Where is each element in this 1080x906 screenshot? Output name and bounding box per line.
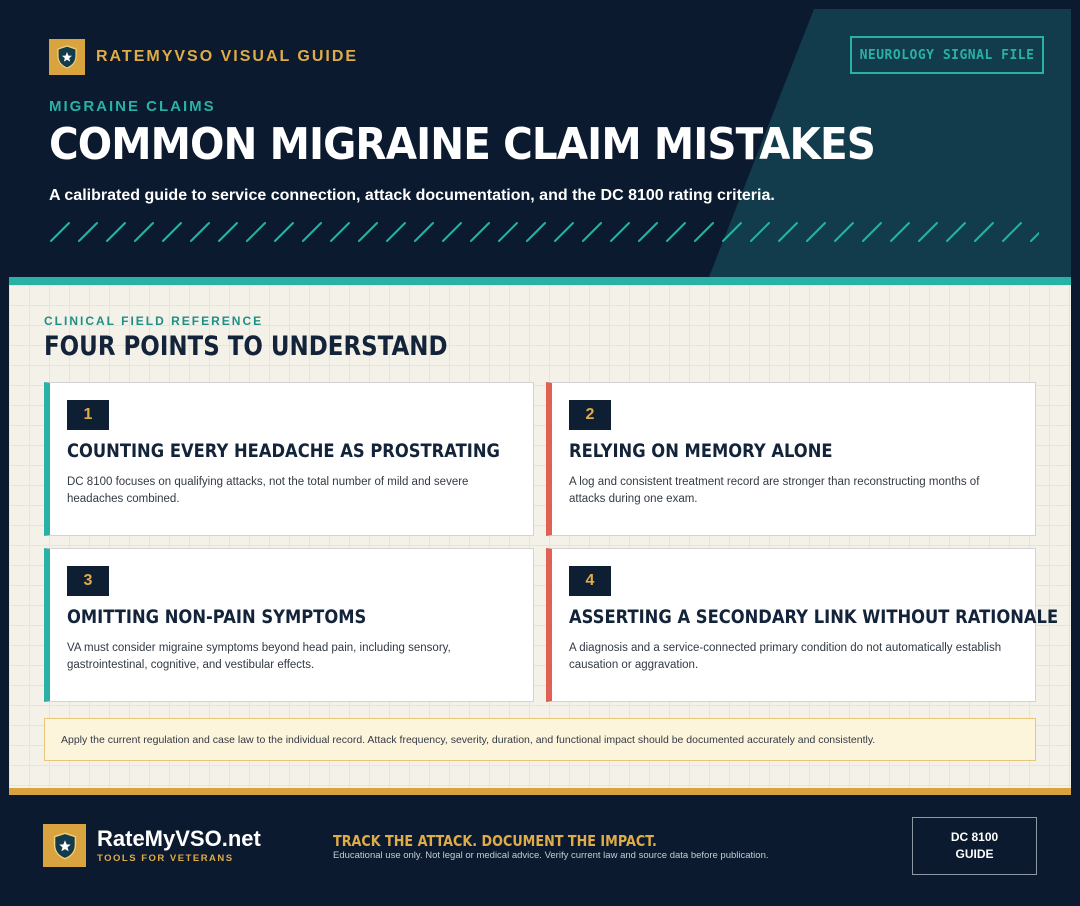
- header: [9, 9, 1071, 277]
- card-title: ASSERTING A SECONDARY LINK WITHOUT RATIONALE: [569, 606, 1059, 628]
- hatch-mark: [1031, 223, 1039, 241]
- card-title: OMITTING NON-PAIN SYMPTOMS: [67, 606, 367, 628]
- card-title: RELYING ON MEMORY ALONE: [569, 440, 833, 462]
- hatch-mark: [779, 223, 797, 241]
- point-card: [44, 548, 534, 702]
- hatch-mark: [471, 223, 489, 241]
- point-card: [546, 382, 1036, 536]
- footer-brand: [43, 824, 261, 867]
- hatch-mark: [695, 223, 713, 241]
- card-text: A diagnosis and a service-connected primary condition do not automatically establish causation or aggravation.: [569, 642, 1002, 671]
- hatch-mark: [639, 223, 657, 241]
- card-number: 1: [67, 400, 109, 430]
- hatch-mark: [891, 223, 909, 241]
- footer-tagline: TOOLS FOR VETERANS: [97, 853, 234, 864]
- header-eyebrow: MIGRAINE CLAIMS: [49, 98, 216, 115]
- hatch-mark: [667, 223, 685, 241]
- hatch-mark: [863, 223, 881, 241]
- hatch-mark: [555, 223, 573, 241]
- footer-box-line2: GUIDE: [955, 847, 994, 861]
- hatch-mark: [527, 223, 545, 241]
- card-text: VA must consider migraine symptoms beyond head pain, including sensory, gastrointestinal, cognitive, and vestibular effects.: [67, 642, 451, 671]
- footer-slogan: TRACK THE ATTACK. DOCUMENT THE IMPACT.: [333, 832, 657, 850]
- hatch-mark: [611, 223, 629, 241]
- shield-star-icon: [49, 39, 85, 75]
- hatch-mark: [835, 223, 853, 241]
- hatch-mark: [751, 223, 769, 241]
- gold-divider: [9, 788, 1071, 795]
- hatch-mark: [499, 223, 517, 241]
- hatch-mark: [275, 223, 293, 241]
- hatch-mark: [79, 223, 97, 241]
- card-number: 4: [569, 566, 611, 596]
- hatch-mark: [807, 223, 825, 241]
- point-card: [44, 382, 534, 536]
- footer-box-line1: DC 8100: [950, 830, 999, 844]
- card-text: DC 8100 focuses on qualifying attacks, not the total number of mild and severe headaches combined.: [67, 476, 469, 505]
- shield-star-icon: [43, 824, 86, 867]
- hatch-mark: [387, 223, 405, 241]
- hatch-mark: [919, 223, 937, 241]
- hatch-mark: [443, 223, 461, 241]
- hatch-mark: [247, 223, 265, 241]
- hatch-mark: [415, 223, 433, 241]
- page-title: COMMON MIGRAINE CLAIM MISTAKES: [49, 119, 875, 170]
- brand: [49, 39, 358, 75]
- hatch-mark: [359, 223, 377, 241]
- hatch-mark: [191, 223, 209, 241]
- teal-divider: [9, 277, 1071, 285]
- footer-guide-badge: [912, 817, 1037, 875]
- section-title: FOUR POINTS TO UNDERSTAND: [44, 331, 448, 362]
- hatch-mark: [219, 223, 237, 241]
- hatch-divider: [49, 221, 1039, 245]
- hatch-mark: [51, 223, 69, 241]
- hatch-mark: [163, 223, 181, 241]
- hatch-mark: [947, 223, 965, 241]
- card-title: COUNTING EVERY HEADACHE AS PROSTRATING: [67, 440, 500, 462]
- main-content: [9, 285, 1071, 788]
- hatch-mark: [1003, 223, 1021, 241]
- footer-name-block: [97, 827, 261, 864]
- signal-tag: NEUROLOGY SIGNAL FILE: [850, 36, 1044, 74]
- footer-site-name: RateMyVSO.net: [97, 826, 261, 851]
- page-subtitle: A calibrated guide to service connection, attack documentation, and the DC 8100 rating criteria.: [49, 187, 775, 204]
- card-number: 3: [67, 566, 109, 596]
- hatch-mark: [331, 223, 349, 241]
- guidance-note: Apply the current regulation and case law to the individual record. Attack frequency, severity, duration, and functional impact should be documented accurately and consistently.: [44, 718, 1036, 761]
- footer-disclaimer: Educational use only. Not legal or medical advice. Verify current law and source data before publication.: [333, 850, 769, 861]
- hatch-mark: [723, 223, 741, 241]
- hatch-mark: [107, 223, 125, 241]
- card-text: A log and consistent treatment record are stronger than reconstructing months of attacks during one exam.: [569, 476, 980, 505]
- hatch-mark: [303, 223, 321, 241]
- section-eyebrow: CLINICAL FIELD REFERENCE: [44, 314, 264, 328]
- brand-label: RATEMYVSO VISUAL GUIDE: [96, 48, 359, 65]
- card-number: 2: [569, 400, 611, 430]
- hatch-mark: [583, 223, 601, 241]
- point-card: [546, 548, 1059, 702]
- hatch-mark: [975, 223, 993, 241]
- hatch-mark: [135, 223, 153, 241]
